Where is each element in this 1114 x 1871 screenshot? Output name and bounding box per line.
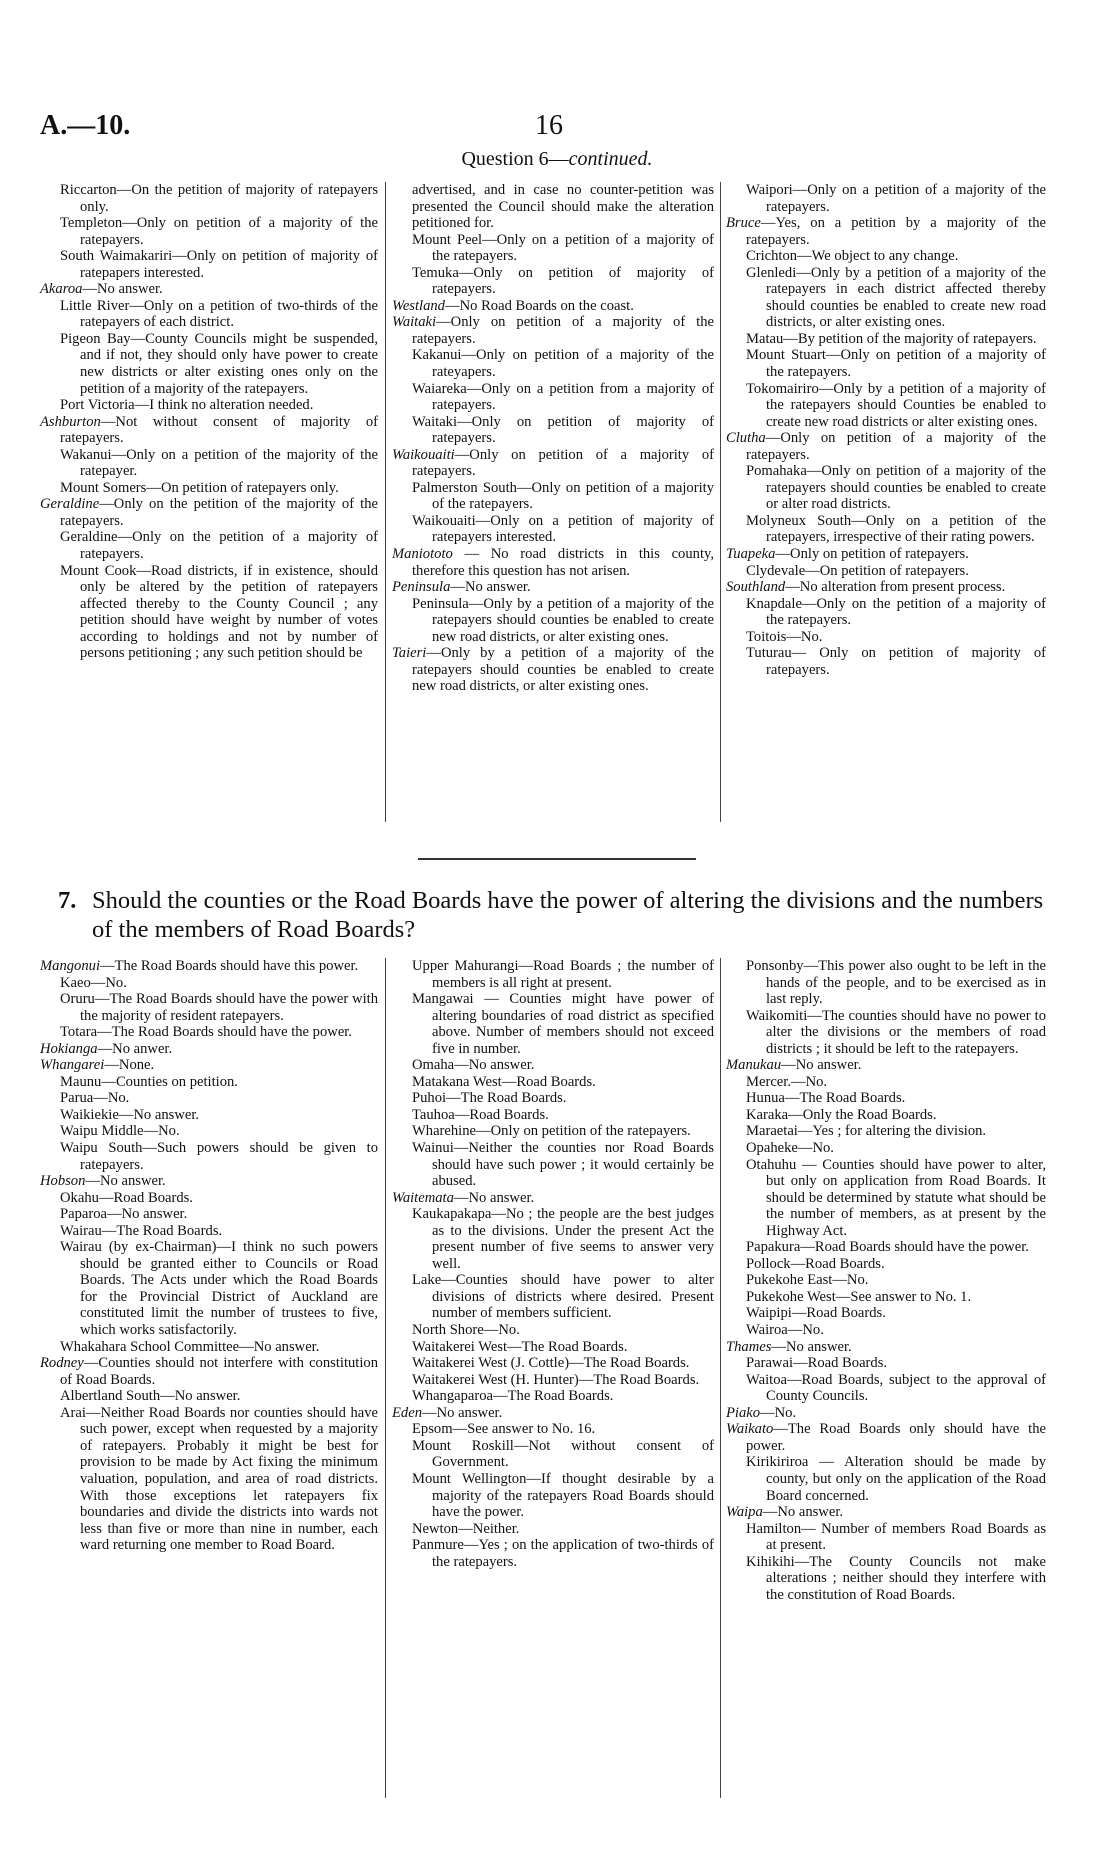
- county-entry: Peninsula—No answer.: [392, 579, 531, 596]
- district-entry: Temuka—Only on petition of majority of ratepayers.: [412, 264, 714, 298]
- county-entry: Tuapeka—Only on petition of ratepayers.: [726, 546, 969, 563]
- district-entry: Waitakerei West (J. Cottle)—The Road Boards.: [412, 1355, 690, 1372]
- district-entry: Parua—No.: [60, 1090, 130, 1107]
- district-entry: Tuturau— Only on petition of majority of ratepayers.: [746, 645, 1046, 678]
- county-name: Mangonui: [40, 958, 100, 974]
- district-entry: Glenledi—Only by a petition of a majority of the ratepayers in each district affected thereby should counties be enabled to create new road districts, or alter existing ones.: [746, 264, 1046, 331]
- page-header: [0, 110, 1114, 150]
- district-entry: Albertland South—No answer.: [60, 1388, 241, 1405]
- q7-column-3: [726, 958, 1046, 1603]
- county-name: Southland: [726, 579, 786, 596]
- county-name: Akaroa: [40, 281, 83, 298]
- county-entry: Geraldine—Only on the petition of the majority of the ratepayers.: [40, 496, 378, 529]
- county-name: Rodney: [40, 1355, 84, 1372]
- district-entry: Mount Roskill—Not without consent of Government.: [412, 1437, 714, 1471]
- county-entry: Manukau—No answer.: [726, 1057, 862, 1074]
- q6-column-2: [392, 182, 714, 695]
- district-entry: Lake—Counties should have power to alter divisions of districts where desired. Present number of members sufficient.: [412, 1272, 714, 1322]
- district-entry: Mercer.—No.: [746, 1073, 828, 1090]
- district-entry: Hunua—The Road Boards.: [746, 1090, 906, 1107]
- county-name: Waipa: [726, 1504, 763, 1521]
- question-7-heading: [58, 886, 1068, 944]
- county-entry: Westland—No Road Boards on the coast.: [392, 297, 634, 314]
- district-entry: Clydevale—On petition of ratepayers.: [746, 562, 969, 579]
- county-entry: Whangarei—None.: [40, 1057, 155, 1074]
- district-entry: Mount Peel—Only on a petition of a majority of the ratepayers.: [412, 231, 714, 265]
- district-entry: Maraetai—Yes ; for altering the division.: [746, 1123, 987, 1140]
- district-entry: Mount Stuart—Only on petition of a majority of the ratepayers.: [746, 347, 1046, 381]
- district-entry: North Shore—No.: [412, 1322, 520, 1339]
- county-entry: Ashburton—Not without consent of majority of ratepayers.: [40, 413, 378, 447]
- district-entry: Molyneux South—Only on a petition of the ratepayers, irrespective of their rating powers.: [746, 512, 1046, 546]
- district-entry: Waitoa—Road Boards, subject to the approval of County Councils.: [746, 1371, 1046, 1405]
- district-entry: Waiareka—Only on a petition from a majority of ratepayers.: [412, 380, 714, 414]
- district-entry: Palmerston South—Only on petition of a majority of the ratepayers.: [412, 479, 714, 513]
- section-divider: [418, 858, 696, 860]
- district-entry: Templeton—Only on petition of a majority of the ratepayers.: [60, 215, 378, 248]
- county-name: Hokianga: [40, 1040, 98, 1057]
- county-name: Thames: [726, 1338, 772, 1355]
- district-entry: South Waimakariri—Only on petition of majority of ratepapers interested.: [60, 248, 378, 281]
- county-name: Geraldine: [40, 496, 100, 513]
- district-entry: Matau—By petition of the majority of ratepayers.: [746, 330, 1037, 347]
- county-name: Ashburton: [40, 413, 101, 430]
- district-entry: Pukekohe East—No.: [746, 1272, 869, 1289]
- county-entry: Waitaki—Only on petition of a majority of the ratepayers.: [392, 314, 714, 347]
- district-entry: Wakanui—Only on a petition of the majority of the ratepayer.: [60, 446, 378, 480]
- district-entry: Parawai—Road Boards.: [746, 1355, 888, 1372]
- question-number: 7.: [58, 887, 77, 914]
- district-entry: advertised, and in case no counter-petition was presented the Council should make the alteration petitioned for.: [412, 182, 714, 232]
- district-entry: Crichton—We object to any change.: [746, 248, 959, 265]
- district-entry: Waitaki—Only on petition of majority of ratepayers.: [412, 413, 714, 447]
- district-entry: Ponsonby—This power also ought to be left in the hands of the people, and to be exercised as in last reply.: [746, 958, 1046, 1008]
- county-entry: Clutha—Only on petition of a majority of the ratepayers.: [726, 430, 1046, 463]
- district-entry: Arai—Neither Road Boards nor counties should have such power, except when requested by a majority of ratepayers. Probably it might be best for provision to be made by Act fixing the minimum valuation, population, and area of road districts. With those exceptions let ratepayers fix boundaries and divide the districts into wards not less than five or more than nine in number, each ward returning one member to Road Board.: [60, 1404, 378, 1554]
- county-entry: Thames—No answer.: [726, 1338, 852, 1355]
- county-name: Waikouaiti: [392, 446, 455, 463]
- county-entry: Hobson—No answer.: [40, 1173, 166, 1190]
- district-entry: Geraldine—Only on the petition of a majority of ratepayers.: [60, 529, 378, 563]
- district-entry: Riccarton—On the petition of majority of ratepayers only.: [60, 182, 378, 215]
- district-entry: Waikiekie—No answer.: [60, 1106, 200, 1123]
- district-entry: Mount Cook—Road districts, if in existence, should only be altered by the petition of ratepayers affected thereby to the County Council ; any petition should have weight by number of votes according to holdings and not by number of persons petitioning ; any such petition should be: [60, 562, 378, 662]
- district-entry: Mangawai — Counties might have power of altering boundaries of road district as specified above. Number of members should not exceed five in number.: [412, 991, 714, 1057]
- district-entry: Waikouaiti—Only on a petition of majority of ratepayers interested.: [412, 512, 714, 546]
- q7-column-1: [40, 958, 378, 1554]
- q6-column-3: [726, 182, 1046, 678]
- district-entry: Omaha—No answer.: [412, 1057, 535, 1074]
- county-entry: Waipa—No answer.: [726, 1504, 844, 1521]
- county-name: Waitemata: [392, 1189, 454, 1206]
- county-entry: Eden—No answer.: [392, 1404, 503, 1421]
- county-entry: Bruce—Yes, on a petition by a majority of the ratepayers.: [726, 215, 1046, 248]
- district-entry: Knapdale—Only on the petition of a majority of the ratepayers.: [746, 595, 1046, 629]
- district-entry: Totara—The Road Boards should have the power.: [60, 1024, 352, 1041]
- district-entry: Papakura—Road Boards should have the power.: [746, 1239, 1029, 1256]
- county-name: Taieri: [392, 645, 427, 662]
- county-name: Tuapeka: [726, 546, 776, 563]
- county-entry: Maniototo — No road districts in this county, therefore this question has not arisen.: [392, 546, 714, 579]
- district-entry: Waitakerei West—The Road Boards.: [412, 1338, 628, 1355]
- district-entry: Upper Mahurangi—Road Boards ; the number of members is all right at present.: [412, 958, 714, 991]
- district-entry: Peninsula—Only by a petition of a majority of the ratepayers should counties be enabled to create new road districts, or alter existing ones.: [412, 595, 714, 645]
- district-entry: Waikomiti—The counties should have no power to alter the divisions or the members of road districts ; it should be left to the ratepayers.: [746, 1007, 1046, 1057]
- district-entry: Mount Wellington—If thought desirable by a majority of the ratepayers Road Boards should have the power.: [412, 1470, 714, 1521]
- county-name: Peninsula: [392, 579, 451, 596]
- district-entry: Whakahara School Committee—No answer.: [60, 1338, 320, 1355]
- district-entry: Okahu—Road Boards.: [60, 1189, 193, 1206]
- district-entry: Whangaparoa—The Road Boards.: [412, 1388, 614, 1405]
- county-entry: Waitemata—No answer.: [392, 1189, 535, 1206]
- district-entry: Port Victoria—I think no alteration needed.: [60, 397, 314, 414]
- district-entry: Karaka—Only the Road Boards.: [746, 1106, 937, 1123]
- district-entry: Puhoi—The Road Boards.: [412, 1090, 567, 1107]
- district-entry: Kakanui—Only on petition of a majority of the rateyapers.: [412, 347, 714, 381]
- q6-column-1: [40, 182, 378, 662]
- district-entry: Wainui—Neither the counties nor Road Boards should have such power ; it would certainly be abused.: [412, 1140, 714, 1190]
- district-entry: Wairau (by ex-Chairman)—I think no such powers should be granted either to Councils or Road Boards. The Acts under which the Road Boards for the Provincial District of Auckland are constituted limit the number of trustees to five, which works satisfactorily.: [60, 1239, 378, 1339]
- district-entry: Hamilton— Number of members Road Boards as at present.: [746, 1520, 1046, 1554]
- county-name: Piako: [726, 1404, 761, 1421]
- county-entry: Hokianga—No anwer.: [40, 1040, 173, 1057]
- district-entry: Little River—Only on a petition of two-thirds of the ratepayers of each district.: [60, 297, 378, 331]
- district-entry: Pomahaka—Only on petition of a majority of the ratepayers should counties be enabled to create or alter road districts.: [746, 463, 1046, 513]
- district-entry: Tokomairiro—Only by a petition of a majority of the ratepayers should Counties be enabled to create new road districts or alter existing ones.: [746, 380, 1046, 430]
- document-reference: A.—10.: [40, 110, 131, 141]
- district-entry: Pigeon Bay—County Councils might be suspended, and if not, they should only have power to create new districts or alter existing ones only on the petition of a majority of the ratepayers.: [60, 330, 378, 397]
- district-entry: Oruru—The Road Boards should have the power with the majority of resident ratepayers.: [60, 991, 378, 1024]
- county-name: Clutha: [726, 430, 766, 447]
- question-heading: Question 6—continued.: [461, 148, 653, 170]
- county-name: Manukau: [726, 1057, 782, 1074]
- county-entry: Mangonui—The Road Boards should have this power.: [40, 958, 359, 974]
- district-entry: Otahuhu — Counties should have power to alter, but only on application from Road Boards. It should be determined by statute what should be the number of members, as at present by the Highway Act.: [746, 1156, 1046, 1239]
- district-entry: Waipu South—Such powers should be given to ratepayers.: [60, 1140, 378, 1173]
- question-text: Should the counties or the Road Boards have the power of altering the divisions and the numbers of the members of Road Boards?: [92, 887, 1044, 943]
- district-entry: Mount Somers—On petition of ratepayers only.: [60, 479, 339, 496]
- district-entry: Kaukapakapa—No ; the people are the best judges as to the divisions. Under the present Act the present number of five seems to answer very well.: [412, 1206, 714, 1272]
- district-entry: Panmure—Yes ; on the application of two-thirds of the ratepayers.: [412, 1537, 714, 1570]
- county-name: Bruce: [726, 215, 761, 232]
- district-entry: Matakana West—Road Boards.: [412, 1073, 596, 1090]
- county-entry: Southland—No alteration from present process.: [726, 579, 1006, 596]
- district-entry: Kirikiriroa — Alteration should be made by county, but only on the application of the Road Board concerned.: [746, 1454, 1046, 1504]
- district-entry: Paparoa—No answer.: [60, 1206, 188, 1223]
- county-name: Waikato: [726, 1421, 774, 1438]
- county-entry: Taieri—Only by a petition of a majority of the ratepayers should counties be enabled to create new road districts, or alter existing ones.: [392, 645, 714, 695]
- district-entry: Waitakerei West (H. Hunter)—The Road Boards.: [412, 1371, 700, 1388]
- county-name: Maniototo: [392, 546, 453, 563]
- district-entry: Newton—Neither.: [412, 1520, 520, 1537]
- district-entry: Waipu Middle—No.: [60, 1123, 180, 1140]
- district-entry: Epsom—See answer to No. 16.: [412, 1421, 596, 1438]
- county-entry: Waikouaiti—Only on petition of a majority of ratepayers.: [392, 446, 714, 480]
- district-entry: Pukekohe West—See answer to No. 1.: [746, 1288, 972, 1305]
- district-entry: Kihikihi—The County Councils not make alterations ; neither should they interfere with the constitution of Road Boards.: [746, 1553, 1046, 1603]
- county-name: Eden: [392, 1404, 422, 1421]
- district-entry: Pollock—Road Boards.: [746, 1255, 885, 1272]
- district-entry: Wairau—The Road Boards.: [60, 1222, 223, 1239]
- county-entry: Piako—No.: [726, 1404, 797, 1421]
- county-name: Whangarei: [40, 1057, 105, 1074]
- district-entry: Opaheke—No.: [746, 1140, 834, 1157]
- district-entry: Wharehine—Only on petition of the ratepayers.: [412, 1123, 691, 1140]
- district-entry: Toitois—No.: [746, 628, 823, 645]
- district-entry: Waipipi—Road Boards.: [746, 1305, 886, 1322]
- county-entry: Akaroa—No answer.: [40, 281, 163, 298]
- county-name: Westland: [392, 297, 445, 314]
- district-entry: Tauhoa—Road Boards.: [412, 1106, 549, 1123]
- district-entry: Kaeo—No.: [60, 974, 127, 991]
- district-entry: Wairoa—No.: [746, 1322, 824, 1339]
- county-entry: Waikato—The Road Boards only should have the power.: [726, 1421, 1046, 1454]
- county-name: Waitaki: [392, 314, 437, 331]
- q7-column-2: [392, 958, 714, 1570]
- district-entry: Maunu—Counties on petition.: [60, 1073, 238, 1090]
- district-entry: Waipori—Only on a petition of a majority of the ratepayers.: [746, 182, 1046, 215]
- county-name: Hobson: [40, 1173, 86, 1190]
- county-entry: Rodney—Counties should not interfere with constitution of Road Boards.: [40, 1355, 378, 1388]
- page-number: 16: [535, 110, 563, 141]
